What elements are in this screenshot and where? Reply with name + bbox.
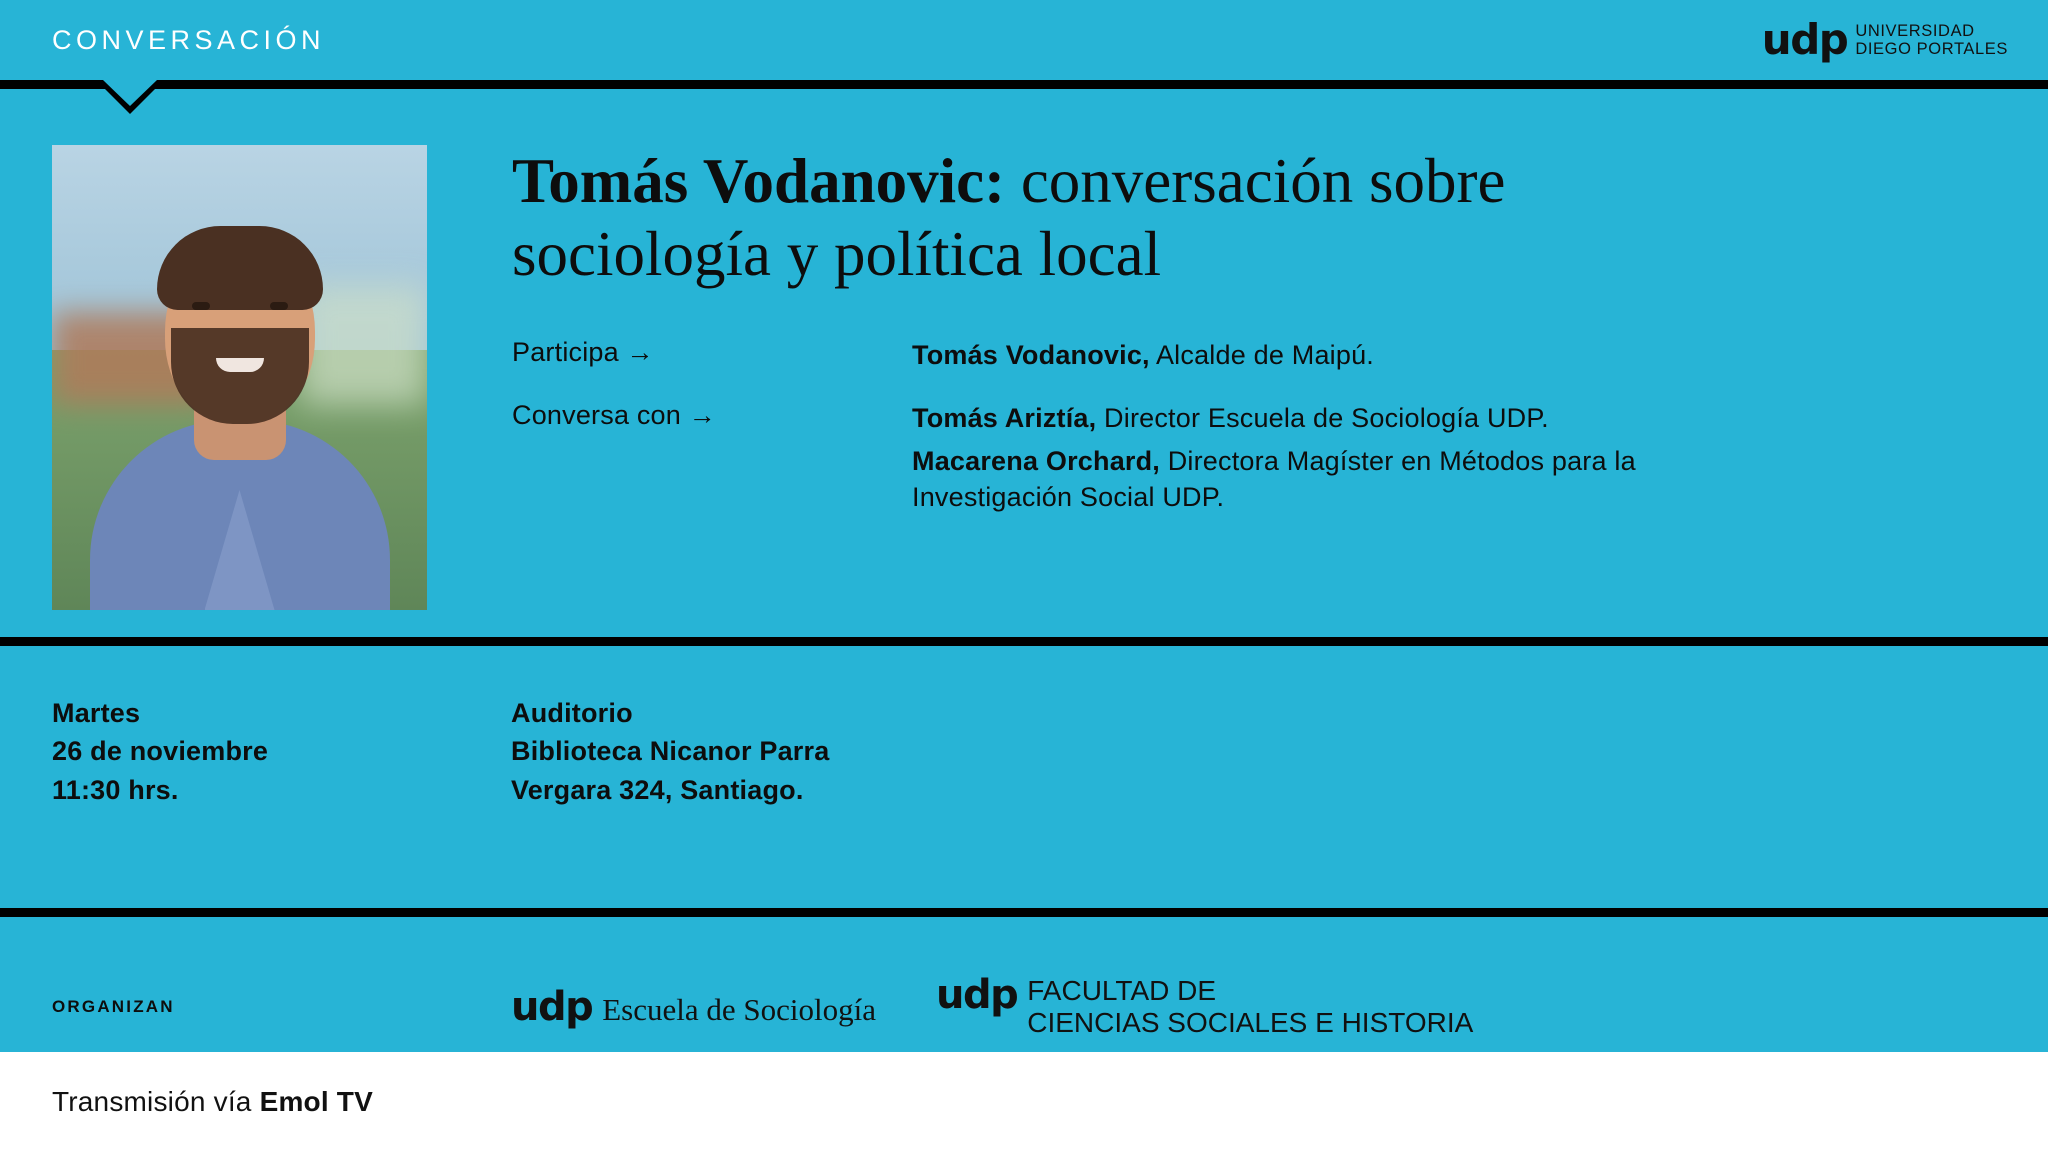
event-date-block bbox=[52, 694, 511, 908]
speaker-portrait bbox=[52, 145, 427, 610]
credit-row bbox=[512, 337, 1712, 374]
divider-top bbox=[0, 80, 2048, 89]
divider-bottom bbox=[0, 908, 2048, 917]
broadcast-prefix: Transmisión vía bbox=[52, 1086, 260, 1117]
udp-logo-words bbox=[1855, 22, 2008, 59]
credit-value-extra bbox=[912, 443, 1712, 516]
poster-footer bbox=[0, 1052, 2048, 1152]
credit-label-participa: Participa → bbox=[512, 337, 654, 368]
text-column bbox=[432, 145, 2048, 637]
photo-column bbox=[0, 145, 432, 637]
credit-value-conversa bbox=[912, 400, 1549, 437]
organizer-logo-line1: FACULTAD DE bbox=[1027, 975, 1217, 1007]
event-venue-block bbox=[511, 694, 2048, 908]
udp-logo-mark: udp bbox=[936, 972, 1018, 1019]
page-title-bold: Tomás Vodanovic: bbox=[512, 146, 1006, 216]
portrait-eye-left bbox=[192, 302, 210, 310]
broadcast-note bbox=[52, 1086, 373, 1118]
portrait-bg-blur-right bbox=[300, 285, 428, 406]
organizer-logo-escuela-sociologia bbox=[511, 983, 876, 1030]
organizer-logo-line2: CIENCIAS SOCIALES E HISTORIA bbox=[1027, 1007, 1474, 1038]
credit-name: Macarena Orchard, bbox=[912, 445, 1161, 476]
broadcast-channel: Emol TV bbox=[259, 1086, 373, 1117]
main-section bbox=[0, 89, 2048, 637]
credit-role: Alcalde de Maipú. bbox=[1149, 340, 1374, 371]
udp-logo bbox=[1761, 15, 2008, 64]
udp-logo-line1: UNIVERSIDAD bbox=[1855, 21, 1975, 40]
credit-role: Directora Magíster en Métodos para la Investigación Social UDP. bbox=[912, 445, 1636, 513]
page-title bbox=[512, 145, 1692, 291]
credit-name: Tomás Ariztía, bbox=[912, 402, 1097, 433]
event-day: Martes bbox=[52, 698, 141, 728]
event-date: 26 de noviembre bbox=[52, 736, 269, 767]
credits-list bbox=[512, 337, 1712, 516]
event-time: 11:30 hrs. bbox=[52, 774, 179, 805]
udp-logo-mark: udp bbox=[1761, 15, 1848, 64]
portrait-hair bbox=[157, 226, 323, 310]
credit-row bbox=[512, 400, 1712, 437]
organizers-label: ORGANIZAN bbox=[52, 997, 175, 1016]
divider-middle bbox=[0, 637, 2048, 646]
organizer-logo-text: Escuela de Sociología bbox=[602, 991, 876, 1027]
credit-name: Tomás Vodanovic, bbox=[912, 340, 1150, 371]
logistics-section bbox=[0, 646, 2048, 908]
udp-logo-line2: DIEGO PORTALES bbox=[1855, 40, 2008, 58]
event-venue: Auditorio bbox=[511, 698, 633, 728]
header-notch-inner-icon bbox=[103, 80, 157, 106]
credit-label-conversa: Conversa con → bbox=[512, 399, 716, 430]
credit-value-participa bbox=[912, 337, 1374, 374]
event-building: Biblioteca Nicanor Parra bbox=[511, 736, 830, 767]
event-address: Vergara 324, Santiago. bbox=[511, 774, 804, 805]
organizer-logo-stack bbox=[1027, 975, 1473, 1039]
udp-logo-mark: udp bbox=[511, 983, 593, 1030]
poster-kicker: CONVERSACIÓN bbox=[52, 24, 326, 55]
credit-role: Director Escuela de Sociología UDP. bbox=[1096, 402, 1549, 433]
page-title-rest: conversación sobre sociología y política local bbox=[512, 146, 1506, 290]
portrait-mouth bbox=[216, 358, 264, 372]
portrait-eye-right bbox=[270, 302, 288, 310]
poster-header bbox=[0, 0, 2048, 80]
organizer-logo-facultad-ciencias-sociales bbox=[936, 972, 1474, 1039]
